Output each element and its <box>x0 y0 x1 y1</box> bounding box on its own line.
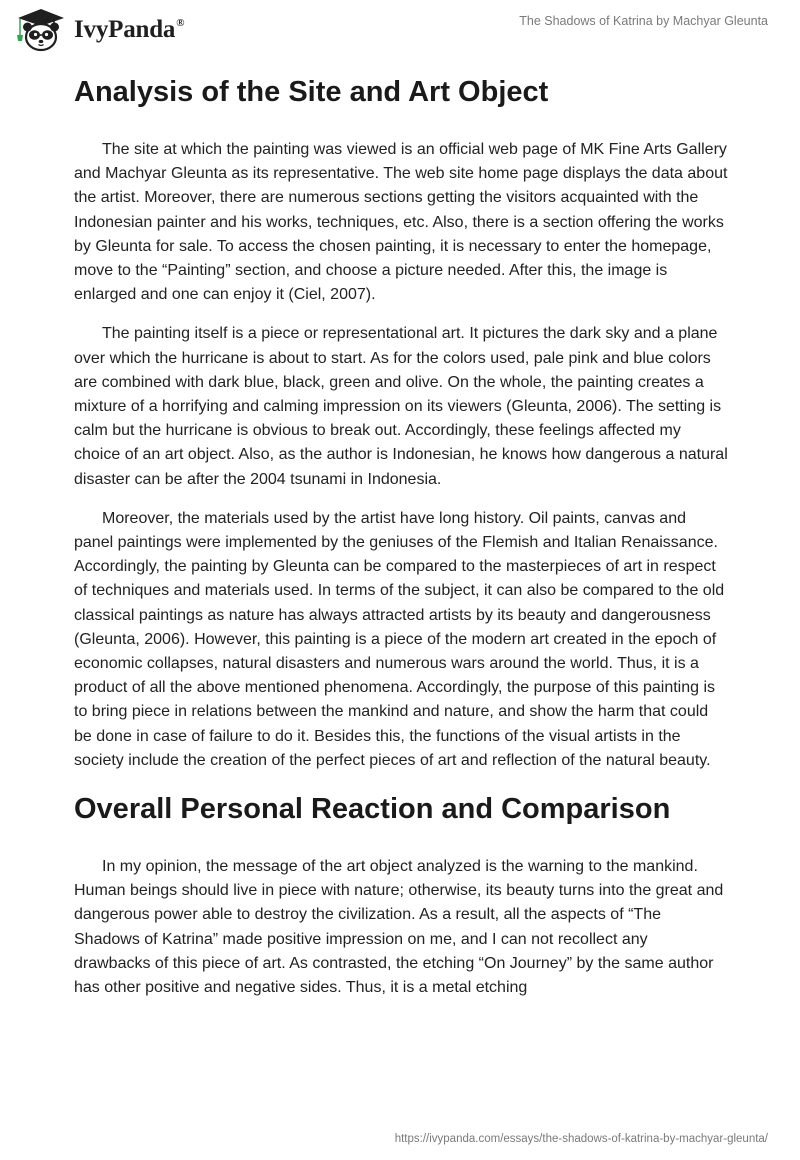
logo-text <box>74 16 184 44</box>
logo-wordmark: IvyPanda <box>74 16 176 43</box>
paragraph: The site at which the painting was viewed is an official web page of MK Fine Arts Gallery and Machyar Gleunta as its representative. The web site home page displays the data about the artist. Moreover, there are numerous sections getting the visitors acquainted with the Indonesian painter and his works, techniques, etc. Also, there is a section offering the works by Gleunta for sale. To access the chosen painting, it is necessary to enter the homepage, move to the “Painting” section, and choose a picture needed. After this, the image is enlarged and one can enjoy it (Ciel, 2007). <box>74 141 728 304</box>
paragraph: Moreover, the materials used by the artist have long history. Oil paints, canvas and panel paintings were implemented by the geniuses of the Flemish and Italian Renaissance. Accordingly, the painting by Gleunta can be compared to the masterpieces of art in respect of techniques and materials used. In terms of the subject, it can also be compared to the old classical paintings as nature has always attracted artists by its beauty and dangerousness (Gleunta, 2006). However, this painting is a piece of the modern art created in the epoch of economic collapses, natural disasters and numerous wars around the world. Thus, it is a product of all the above mentioned phenomena. Accordingly, the purpose of this painting is to bring piece in relations between the mankind and nature, and show the harm that could be done in case of failure to do it. Besides this, the functions of the visual artists in the society include the creation of the perfect pieces of art and reflection of the natural beauty. <box>74 509 725 769</box>
panda-icon <box>14 8 68 52</box>
paragraph: The painting itself is a piece or representational art. It pictures the dark sky and a plane over which the hurricane is about to start. As for the colors used, pale pink and blue colors are combined with dark blue, black, green and olive. On the whole, the painting creates a mixture of a horrifying and calming impression on its viewers (Gleunta, 2006). The setting is calm but the hurricane is obvious to break out. Accordingly, these feelings affected my choice of an art object. Also, as the author is Indonesian, he knows how dangerous a natural disaster can be after the 2004 tsunami in Indonesia. <box>74 325 728 488</box>
source-url[interactable]: https://ivypanda.com/essays/the-shadows-of-katrina-by-machyar-gleunta/ <box>394 1133 768 1145</box>
essay-body <box>74 74 728 1000</box>
page-header <box>0 0 800 60</box>
registered-mark: ® <box>176 17 185 29</box>
section-heading: Overall Personal Reaction and Comparison <box>74 793 671 826</box>
running-title: The Shadows of Katrina by Machyar Gleunta <box>519 14 768 28</box>
ivypanda-logo[interactable] <box>14 8 184 52</box>
paragraph: In my opinion, the message of the art object analyzed is the warning to the mankind. Human beings should live in piece with nature; otherwise, its beauty turns into the great and dangerous power able to destroy the civilization. As a result, all the aspects of “The Shadows of Katrina” made positive impression on me, and I can not recollect any drawbacks of this piece of art. As contrasted, the etching “On Journey” by the same author has other positive and negative sides. Thus, it is a metal etching <box>74 858 724 997</box>
section-heading: Analysis of the Site and Art Object <box>74 76 549 108</box>
